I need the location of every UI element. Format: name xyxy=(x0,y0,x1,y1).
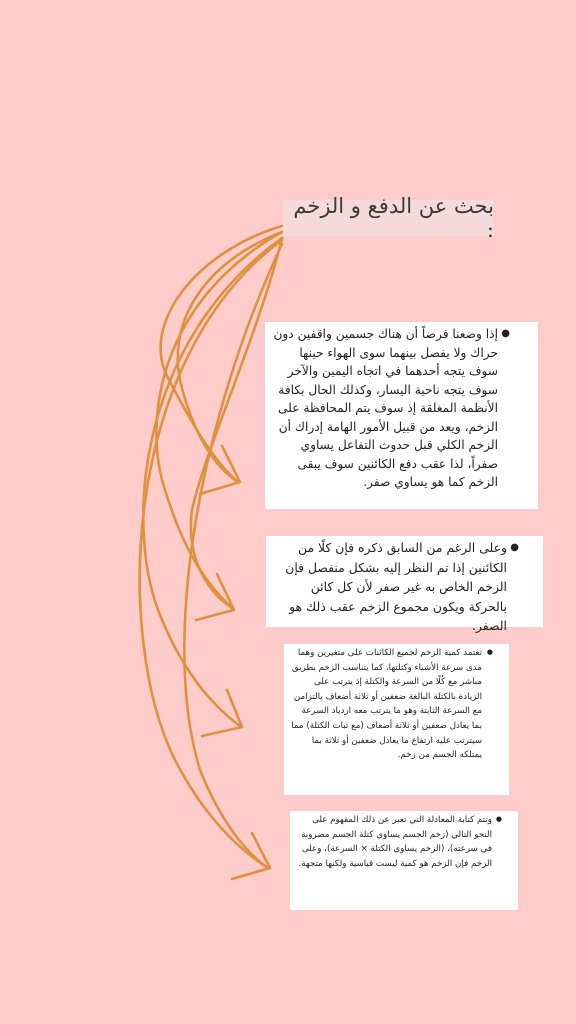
paragraph-card-4 xyxy=(290,811,518,910)
arrow-curve-1 xyxy=(161,226,282,482)
paragraph-card-3 xyxy=(284,644,509,795)
paragraph-text-3: تعتمد كمية الزخم لجميع الكائنات على متغيرين وهما مدى سرعة الأشياء وكتلتها، كما يتناسب الزخم بطريق مباشر مع كُلًا من السرعة والكتلة إذ يترتب على الزيادة بالكتلة البالغة ضعفين أو ثلاثة أضعاف بالتزامن مع السرعة الثابتة وهو ما يترتب معه ازدياد السرعة بما يعادل ضعفين أو ثلاثة أضعاف (مع ثبات الكتلة) مما سيترتب عليه ارتفاع ما يعادل ضعفين أو ثلاثة بما يمتلكه الجسم من زخم. xyxy=(291,648,482,761)
bullet-icon: ● xyxy=(486,648,493,656)
arrow-curve-3 xyxy=(143,238,282,726)
bullet-icon: ● xyxy=(501,328,510,339)
arrow-head-3 xyxy=(202,690,242,736)
page-title xyxy=(283,194,494,242)
arrow-head-4 xyxy=(232,833,270,879)
bullet-icon: ● xyxy=(495,815,502,823)
arrow-curve-4 xyxy=(140,240,282,868)
arrow-head-1 xyxy=(200,446,240,494)
bullet-icon: ● xyxy=(510,542,519,553)
paragraph-text-4: وتتم كتابة المعادلة التي تعبر عن ذلك المفهوم على النحو التالي (زخم الجسم يساوي كتلة الجسم مضروبة في سرعته)، (الزخم يساوي الكتلة × السرعة)، وعلى الزخم فإن الزخم هو كمية ليست قياسية ولكنها متجهة. xyxy=(298,815,492,869)
paragraph-text-1: إذا وضعنا فرضاً أن هناك جسمين واقفين دون حراك ولا يفصل بينهما سوى الهواء حينها سوف يتجه أحدهما في اتجاه اليمين والآخر سوف يتجه ناحية اليسار، وكذلك الحال بكافة الأنظمة المغلقة إذ سوف يتم المحافظة على الزخم، ويعد من قبيل الأمور الهامة إدراك أن الزخم الكلي قبل حدوث التفاعل يساوي صفراً، لذا عقب دفع الكائنين سوف يبقى الزخم كما هو يساوي صفر. xyxy=(273,327,498,489)
arrow-head-2 xyxy=(196,574,234,620)
paragraph-card-2 xyxy=(266,536,543,633)
page-title-text: بحث عن الدفع و الزخم : xyxy=(293,194,494,242)
arrow-curve-2 xyxy=(156,232,282,608)
paragraph-text-2: وعلى الرغم من السابق ذكره فإن كلًا من الكائنين إذا تم النظر إليه بشكل منفصل فإن الزخم الخاص به غير صفر لأن كل كائن بالحركة ويكون مجموع الزخم عقب ذلك هو الصفر. xyxy=(285,540,507,633)
paragraph-card-1 xyxy=(265,322,538,509)
